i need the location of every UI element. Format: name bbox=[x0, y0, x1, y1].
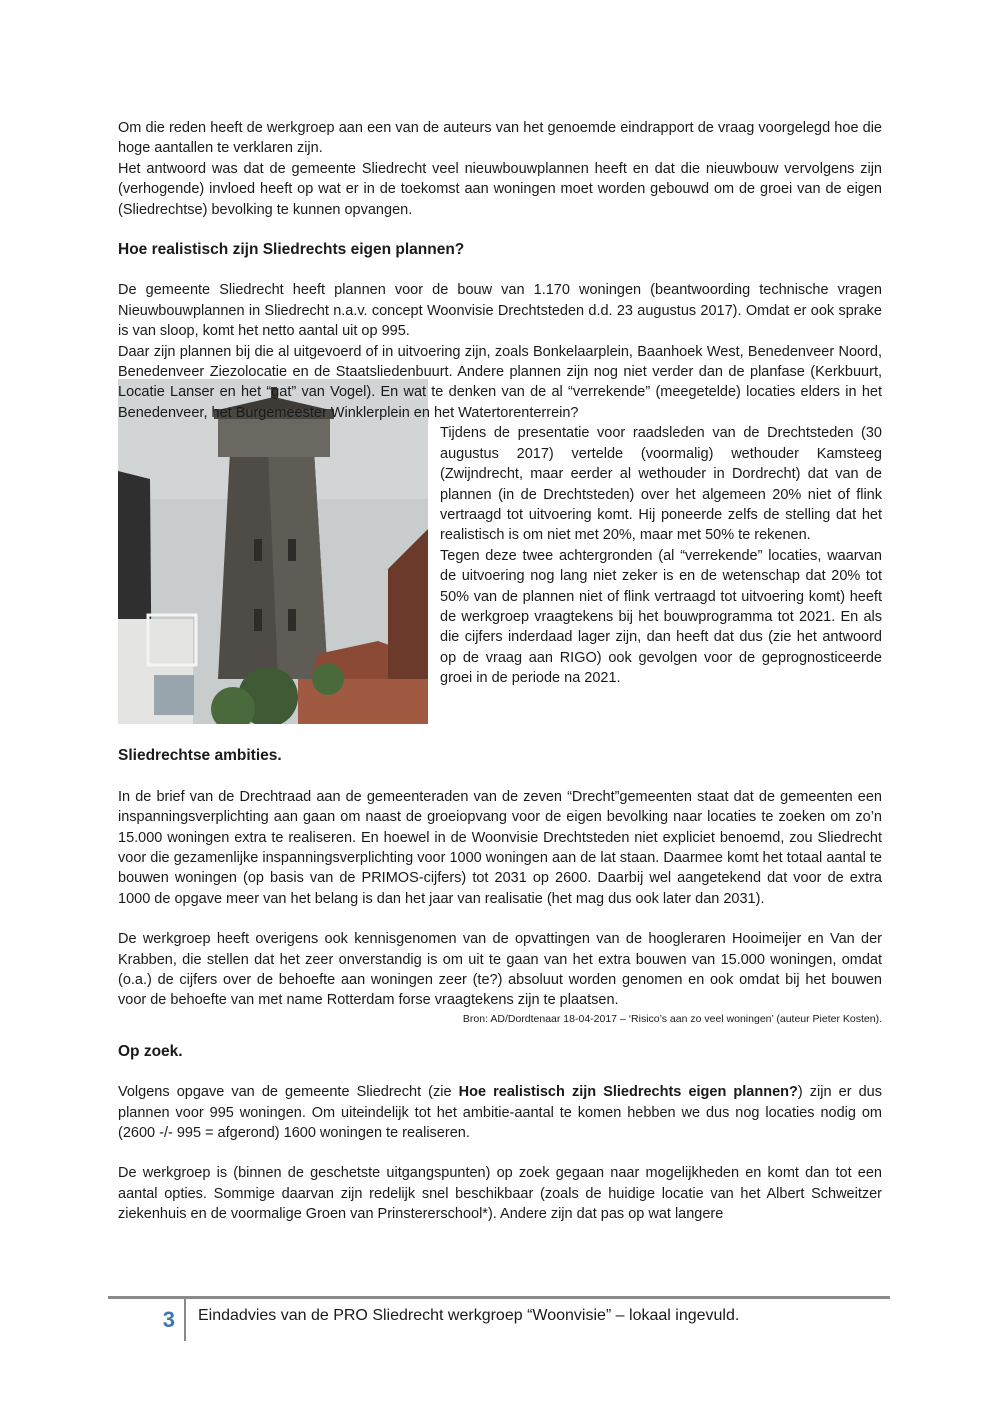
intro-paragraph-1: Om die reden heeft de werkgroep aan een van de auteurs van het genoemde eindrapport de vraag voorgelegd hoe die hoge aantallen te verklaren zijn. bbox=[118, 120, 882, 157]
section-heading-search: Op zoek. bbox=[118, 1042, 183, 1060]
ambitions-paragraph-1: In de brief van de Drechtraad aan de gemeenteraden van de zeven “Drecht”gemeenten staat dat de gemeenten een inspanningsverplichting aan gaan om naast de groeiopvang voor de eigen bevolking naar locaties te zoeken om zo’n 15.000 woningen extra te realiseren. En hoewel in de Woonvisie Drechtsteden niet expliciet benoemd, zou Sliedrecht voor die gezamenlijke inspanningsverplichting voor 1000 woningen aan de lat staan. Daarmee komt het totaal aantal te bouwen woningen (op basis van de PRIMOS-cijfers) tot 2031 op 2600. Daarbij wel aangetekend dat voor de extra 1000 de opgave meer van het belang is dan het jaar van realisatie (het mag dus ook later dan 2031). bbox=[118, 788, 882, 907]
footer-title: Eindadvies van de PRO Sliedrecht werkgroep “Woonvisie” – lokaal ingevuld. bbox=[198, 1307, 740, 1324]
source-citation: Bron: AD/Dordtenaar 18-04-2017 – ‘Risico’s aan zo veel woningen’ (auteur Pieter Kosten). bbox=[462, 1012, 882, 1025]
ambitions-paragraph-2: De werkgroep heeft overigens ook kennisgenomen van de opvattingen van de hoogleraren Hooimeijer en Van der Krabben, die stellen dat het zeer onverstandig is om uit te gaan van het extra bouwen van 15.000 woningen, omdat (o.a.) de cijfers over de behoefte aan woningen zeer (te?) absoluut worden genomen en ook omdat bij het bouwen voor de behoefte van met name Rotterdam forse vraagtekens zijn te plaatsen. bbox=[118, 931, 882, 1009]
intro-paragraph-2: Het antwoord was dat de gemeente Sliedrecht veel nieuwbouwplannen heeft en dat die nieuwbouw vervolgens zijn (verhogende) invloed heeft op wat er in de toekomst aan woningen moet worden gebouwd om de groei van de eigen (Sliedrechtse) bevolking te kunnen opvangen. bbox=[118, 160, 882, 218]
search-paragraph-2: De werkgroep is (binnen de geschetste uitgangspunten) op zoek gegaan naar mogelijkheden en komt dan tot een aantal opties. Sommige daarvan zijn redelijk snel beschikbaar (zoals de huidige locatie van het Albert Schweitzer ziekenhuis en de voormalige Groen van Prinstererschool*). Andere zijn dat pas op wat langere bbox=[118, 1165, 882, 1223]
page-number: 3 bbox=[108, 1299, 186, 1341]
water-tower-photo bbox=[118, 379, 428, 724]
plans-paragraph-1: De gemeente Sliedrecht heeft plannen voor de bouw van 1.170 woningen (beantwoording technische vragen Nieuwbouwplannen in Sliedrecht n.a.v. concept Woonvisie Drechtsteden d.d. 23 augustus 2017). Omdat er ook sprake is van sloop, komt het netto aantal uit op 995. bbox=[118, 282, 882, 340]
bold-reference: Hoe realistisch zijn Sliedrechts eigen plannen? bbox=[458, 1084, 798, 1101]
search-paragraph-1: Volgens opgave van de gemeente Sliedrecht (zie Hoe realistisch zijn Sliedrechts eigen plannen?) zijn er dus plannen voor 995 woningen. Om uiteindelijk tot het ambitie-aantal te komen hebben we dus nog locaties nodig om (2600 -/- 995 = afgerond) 1600 woningen te realiseren. bbox=[118, 1084, 882, 1141]
section-heading-realistic-plans: Hoe realistisch zijn Sliedrechts eigen plannen? bbox=[118, 241, 465, 259]
page-footer bbox=[108, 1296, 890, 1341]
plans-paragraph-4: Tegen deze twee achtergronden (al “verrekende” locaties, waarvan de uitvoering nog lang niet zeker is en de wetenschap dat 20% tot 50% van de plannen niet of flink vertraagd tot uitvoering komt) heeft de werkgroep vraagtekens bij het bouwprogramma tot 2021. En als die cijfers inderdaad lager zijn, dan heeft dat dus (zie het antwoord op de vraag aan RIGO) ook gevolgen voor de geprognosticeerde groei in de periode na 2021. bbox=[440, 547, 882, 687]
document-body bbox=[118, 118, 882, 1225]
plans-paragraph-3: Tijdens de presentatie voor raadsleden van de Drechtsteden (30 augustus 2017) vertelde (voormalig) wethouder Kamsteeg (Zwijndrecht, maar eerder al wethouder in Dordrecht) dat van de plannen (in de Drechtsteden) over het algemeen 20% niet of flink vertraagd tot uitvoering komt. Hij poneerde zelfs de stelling dat het realistisch is om niet met 20%, maar met 50% te rekenen. bbox=[440, 425, 882, 544]
plans-paragraph-2: Daar zijn plannen bij die al uitgevoerd of in uitvoering zijn, zoals Bonkelaarplein, Baanhoek West, Benedenveer Noord, Benedenveer Ziezolocatie en de Staatsliedenbuurt. Andere plannen zijn nog niet verder dan de planfase (Kerkbuurt, Locatie Lanser en het “gat” van Vogel). En wat te denken van de al “verrekende” (meegetelde) locaties elders in het Benedenveer, het Burgemeester Winklerplein en het Watertorenterrein? bbox=[118, 343, 882, 421]
section-heading-ambitions: Sliedrechtse ambities. bbox=[118, 747, 282, 765]
